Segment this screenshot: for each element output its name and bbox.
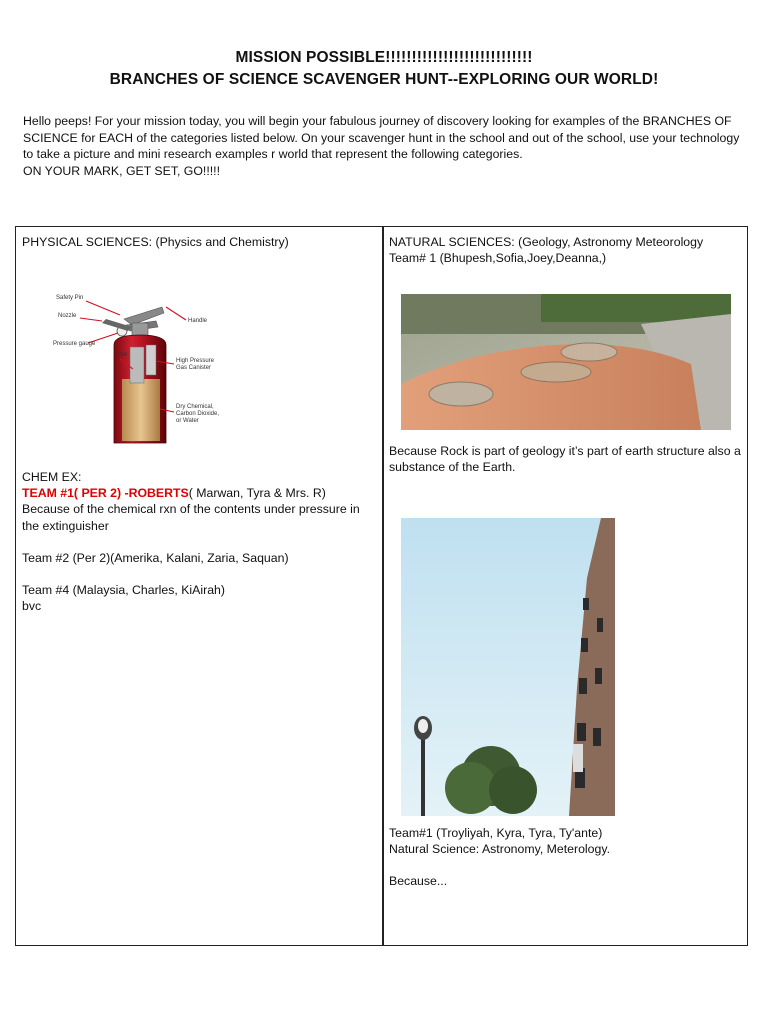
team1-red-label: TEAM #1( PER 2) -ROBERTS: [22, 486, 189, 501]
sky-caption: [389, 825, 745, 890]
label-canister-1: High Pressure: [176, 358, 215, 364]
physical-sciences-heading: PHYSICAL SCIENCES: (Physics and Chemistry): [22, 235, 289, 249]
intro-text: [23, 113, 745, 179]
intro-paragraph: Hello peeps! For your mission today, you will begin your fabulous journey of discovery looking for examples of the BRANCHES OF SCIENCE for EACH of the categories listed below. On your scavenger hunt in the school and out of the school, use your technology to take a picture and mini research examples r world that represent the following categories.: [23, 114, 740, 161]
team1-members: ( Marwan, Tyra & Mrs. R): [188, 486, 326, 501]
rock-caption: Because Rock is part of geology it’s part of earth structure also a substance of the Earth.: [389, 444, 741, 475]
sky-photo: [401, 518, 615, 816]
team4-line: Team #4 (Malaysia, Charles, KiAirah): [22, 583, 225, 598]
categories-table: [15, 226, 748, 946]
chem-ex-label: CHEM EX:: [22, 470, 82, 484]
team2-line: Team #2 (Per 2)(Amerika, Kalani, Zaria, Saquan): [22, 550, 289, 565]
hunt-title: BRANCHES OF SCIENCE SCAVENGER HUNT--EXPLORING OUR WORLD!: [109, 71, 659, 88]
intro-go-line: ON YOUR MARK, GET SET, GO!!!!!: [23, 163, 221, 178]
sky-team-line: Team#1 (Troyliyah, Kyra, Tyra, Ty'ante): [389, 826, 603, 840]
label-pressure-gauge: Pressure gauge: [53, 341, 96, 347]
mission-title: MISSION POSSIBLE!!!!!!!!!!!!!!!!!!!!!!!!!!!!: [235, 49, 533, 66]
label-canister-2: Gas Canister: [176, 365, 212, 371]
label-handle: Handle: [188, 318, 208, 324]
column-divider: [382, 227, 384, 945]
label-safety-pin: Safety Pin: [56, 295, 84, 301]
natural-team1-line: Team# 1 (Bhupesh,Sofia,Joey,Deanna,): [389, 251, 607, 266]
sky-because-line: Because...: [389, 874, 448, 889]
label-contents-3: or Water: [176, 418, 199, 424]
label-tube: Tube: [114, 352, 128, 358]
natural-sciences-heading: [389, 234, 747, 266]
chem-examples: [22, 469, 372, 614]
label-contents-1: Dry Chemical,: [176, 404, 214, 410]
team1-reason: Because of the chemical rxn of the contents under pressure in the extinguisher: [22, 502, 360, 533]
fire-extinguisher-diagram: [36, 289, 236, 449]
label-contents-2: Carbon Dioxide,: [176, 411, 220, 417]
sky-subject-line: Natural Science: Astronomy, Meterology.: [389, 842, 610, 857]
rock-photo: [401, 294, 731, 430]
natural-sciences-title: NATURAL SCIENCES: (Geology, Astronomy Meteorology: [389, 235, 704, 249]
label-nozzle: Nozzle: [58, 313, 77, 319]
team1-line: [22, 485, 372, 501]
team4-note: bvc: [22, 599, 42, 614]
